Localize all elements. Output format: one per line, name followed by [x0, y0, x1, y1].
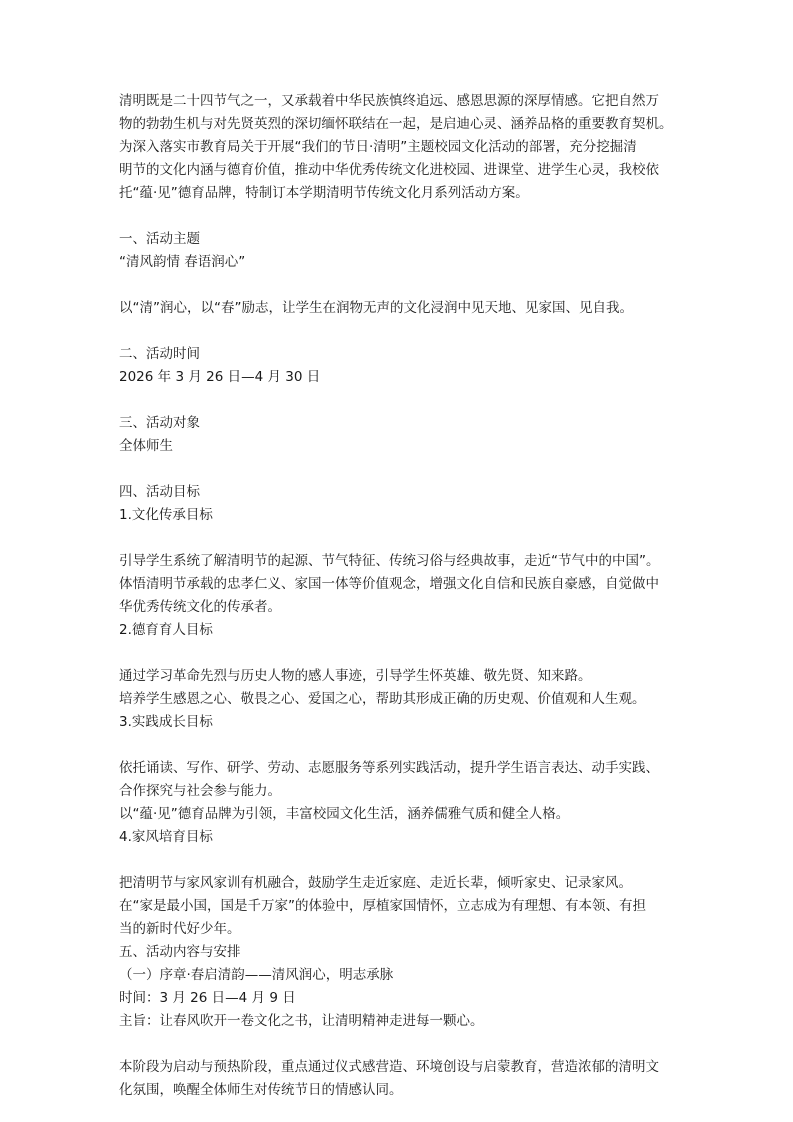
spacer [119, 458, 689, 481]
spacer [119, 642, 689, 665]
activity-audience: 全体师生 [119, 438, 173, 454]
goal-title: 2.德育育人目标 [119, 622, 213, 638]
spacer [119, 849, 689, 872]
section-heading-time: 二、活动时间 [119, 346, 200, 362]
goal-line: 合作探究与社会参与能力。 [119, 783, 281, 799]
goal-line: 华优秀传统文化的传承者。 [119, 599, 281, 615]
part-description-line: 化氛围，唤醒全体师生对传统节日的情感认同。 [119, 1082, 403, 1098]
document-body [119, 90, 689, 1102]
spacer [119, 734, 689, 757]
goal-title: 3.实践成长目标 [119, 714, 213, 730]
part-title: （一）序章·春启清韵——清风润心，明志承脉 [119, 967, 394, 983]
theme-text: “清风韵情 春语润心” [119, 254, 246, 270]
intro-line: 为深入落实市教育局关于开展“我们的节日·清明”主题校园文化活动的部署，充分挖掘清 [119, 139, 637, 155]
section-heading-theme: 一、活动主题 [119, 231, 200, 247]
spacer [119, 274, 689, 297]
activity-time: 2026 年 3 月 26 日—4 月 30 日 [119, 369, 321, 385]
goal-line: 体悟清明节承载的忠孝仁义、家国一体等价值观念，增强文化自信和民族自豪感，自觉做中 [119, 576, 659, 592]
goal-title: 4.家风培育目标 [119, 829, 213, 845]
intro-line: 明节的文化内涵与德育价值，推动中华优秀传统文化进校园、进课堂、进学生心灵，我校依 [119, 162, 659, 178]
intro-line: 物的勃勃生机与对先贤英烈的深切缅怀联结在一起，是启迪心灵、涵养品格的重要教育契机。 [119, 116, 673, 132]
intro-line: 清明既是二十四节气之一，又承载着中华民族慎终追远、感恩思源的深厚情感。它把自然万 [119, 93, 659, 109]
intro-paragraph [119, 90, 689, 205]
theme-description: 以“清”润心，以“春”励志，让学生在润物无声的文化浸润中见天地、见家国、见自我。 [119, 300, 633, 316]
goal-title: 1.文化传承目标 [119, 507, 213, 523]
spacer [119, 320, 689, 343]
part-purpose: 主旨：让春风吹开一卷文化之书，让清明精神走进每一颗心。 [119, 1013, 484, 1029]
goal-line: 在“家是最小国，国是千万家”的体验中，厚植家国情怀，立志成为有理想、有本领、有担 [119, 898, 646, 914]
goal-line: 当的新时代好少年。 [119, 921, 241, 937]
goal-line: 依托诵读、写作、研学、劳动、志愿服务等系列实践活动，提升学生语言表达、动手实践、 [119, 760, 659, 776]
spacer [119, 1033, 689, 1056]
goal-line: 以“蕴·见”德育品牌为引领，丰富校园文化生活，涵养儒雅气质和健全人格。 [119, 806, 570, 822]
intro-line: 托“蕴·见”德育品牌，特制订本学期清明节传统文化月系列活动方案。 [119, 185, 529, 201]
spacer [119, 389, 689, 412]
goal-line: 引导学生系统了解清明节的起源、节气特征、传统习俗与经典故事，走近“节气中的中国”。 [119, 553, 660, 569]
section-heading-content: 五、活动内容与安排 [119, 944, 241, 960]
part-description-line: 本阶段为启动与预热阶段，重点通过仪式感营造、环境创设与启蒙教育，营造浓郁的清明文 [119, 1059, 659, 1075]
section-heading-audience: 三、活动对象 [119, 415, 200, 431]
goal-line: 通过学习革命先烈与历史人物的感人事迹，引导学生怀英雄、敬先贤、知来路。 [119, 668, 592, 684]
goal-line: 把清明节与家风家训有机融合，鼓励学生走近家庭、走近长辈，倾听家史、记录家风。 [119, 875, 632, 891]
section-heading-goals: 四、活动目标 [119, 484, 200, 500]
goal-line: 培养学生感恩之心、敬畏之心、爱国之心，帮助其形成正确的历史观、价值观和人生观。 [119, 691, 646, 707]
spacer [119, 205, 689, 228]
spacer [119, 527, 689, 550]
part-time: 时间：3 月 26 日—4 月 9 日 [119, 990, 296, 1006]
